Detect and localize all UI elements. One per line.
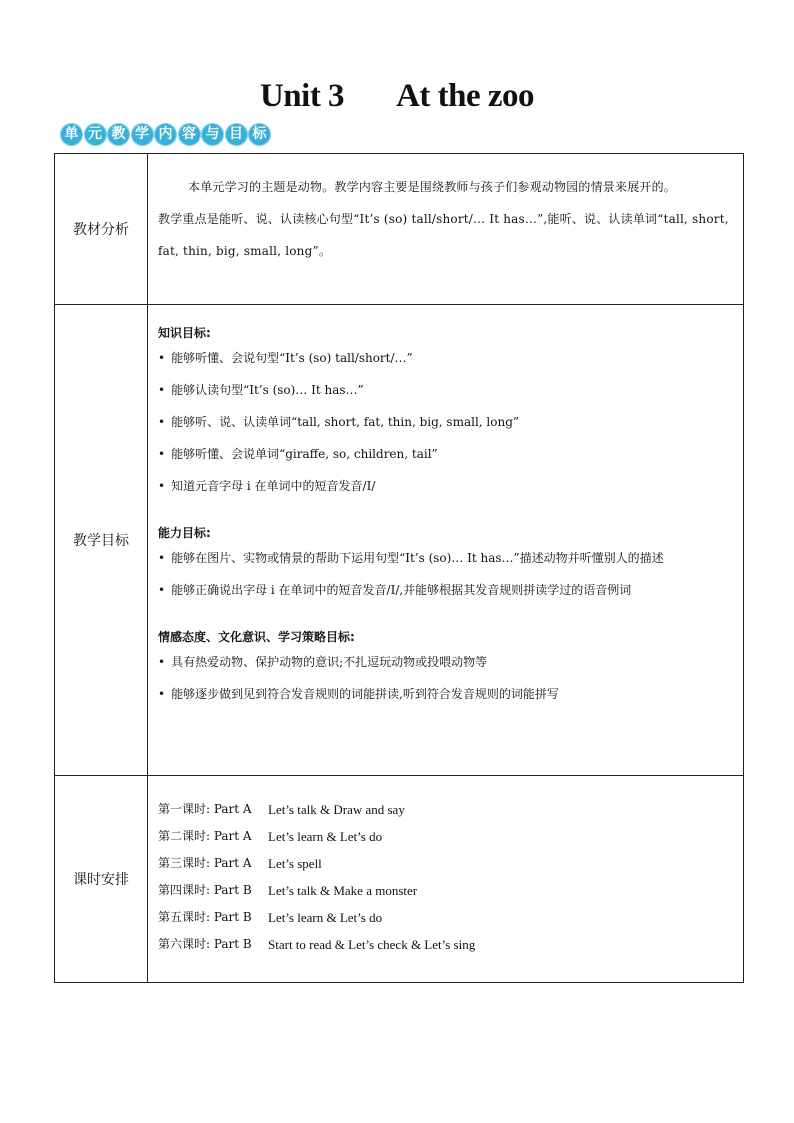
ability-goals-title: 能力目标:: [158, 526, 211, 540]
lesson-row: 第六课时: Part B Start to read & Let’s check & Let’s sing: [158, 937, 476, 952]
schedule-row: [55, 776, 744, 983]
analysis-line: 教学重点是能听、说、认读核心句型“It’s (so) tall/short/… It has…”,能听、说、认读单词“tall, short,: [158, 212, 729, 226]
goal-item: • 能够认读句型“It’s (so)… It has…”: [158, 383, 364, 397]
lesson-row: 第四课时: Part B Let’s talk & Make a monster: [158, 883, 418, 898]
goal-item: • 能够正确说出字母 i 在单词中的短音发音/I/,并能够根据其发音规则拼读学过的语音例词: [158, 583, 632, 597]
knowledge-goals-title: 知识目标:: [158, 326, 211, 340]
affect-goals-title: 情感态度、文化意识、学习策略目标:: [158, 630, 355, 644]
analysis-content: [148, 154, 744, 305]
goals-content: [148, 305, 744, 776]
lesson-row: 第一课时: Part A Let’s talk & Draw and say: [158, 802, 405, 817]
section-banner: [60, 123, 272, 151]
schedule-content: [148, 776, 744, 983]
unit-number: Unit 3: [259, 78, 345, 114]
lesson-row: 第五课时: Part B Let’s learn & Let’s do: [158, 910, 383, 925]
banner-char: 容: [178, 123, 201, 146]
goal-item: • 能够逐步做到见到符合发音规则的词能拼读,听到符合发音规则的词能拼写: [158, 687, 559, 701]
goals-heading: 教学目标: [55, 305, 148, 776]
unit-topic: At the zoo: [396, 78, 535, 114]
analysis-row: [55, 154, 744, 305]
analysis-line: fat, thin, big, small, long”。: [158, 244, 332, 258]
analysis-line: 本单元学习的主题是动物。教学内容主要是围绕教师与孩子们参观动物园的情景来展开的。: [188, 180, 677, 194]
banner-char: 元: [84, 123, 107, 146]
lesson-row: 第二课时: Part A Let’s learn & Let’s do: [158, 829, 383, 844]
goal-item: • 知道元音字母 i 在单词中的短音发音/I/: [158, 479, 376, 493]
banner-char: 标: [248, 123, 271, 146]
analysis-heading: 教材分析: [55, 154, 148, 305]
goal-item: • 能够在图片、实物或情景的帮助下运用句型“It’s (so)… It has…”描述动物并听懂别人的描述: [158, 551, 664, 565]
banner-char: 学: [131, 123, 154, 146]
banner-char: 内: [154, 123, 177, 146]
goal-item: • 能够听、说、认读单词“tall, short, fat, thin, big, small, long”: [158, 415, 520, 429]
goal-item: • 能够听懂、会说单词“giraffe, so, children, tail”: [158, 447, 438, 461]
goal-item: • 具有热爱动物、保护动物的意识;不扎逗玩动物或投喂动物等: [158, 655, 488, 669]
banner-char: 单: [60, 123, 83, 146]
unit-plan-table: [54, 153, 744, 983]
lesson-row: 第三课时: Part A Let’s spell: [158, 856, 322, 871]
schedule-heading: 课时安排: [55, 776, 148, 983]
goal-item: • 能够听懂、会说句型“It’s (so) tall/short/…”: [158, 351, 413, 365]
banner-char: 目: [225, 123, 248, 146]
goals-row: [55, 305, 744, 776]
page-title: [0, 78, 794, 115]
banner-char: 教: [107, 123, 130, 146]
banner-char: 与: [201, 123, 224, 146]
